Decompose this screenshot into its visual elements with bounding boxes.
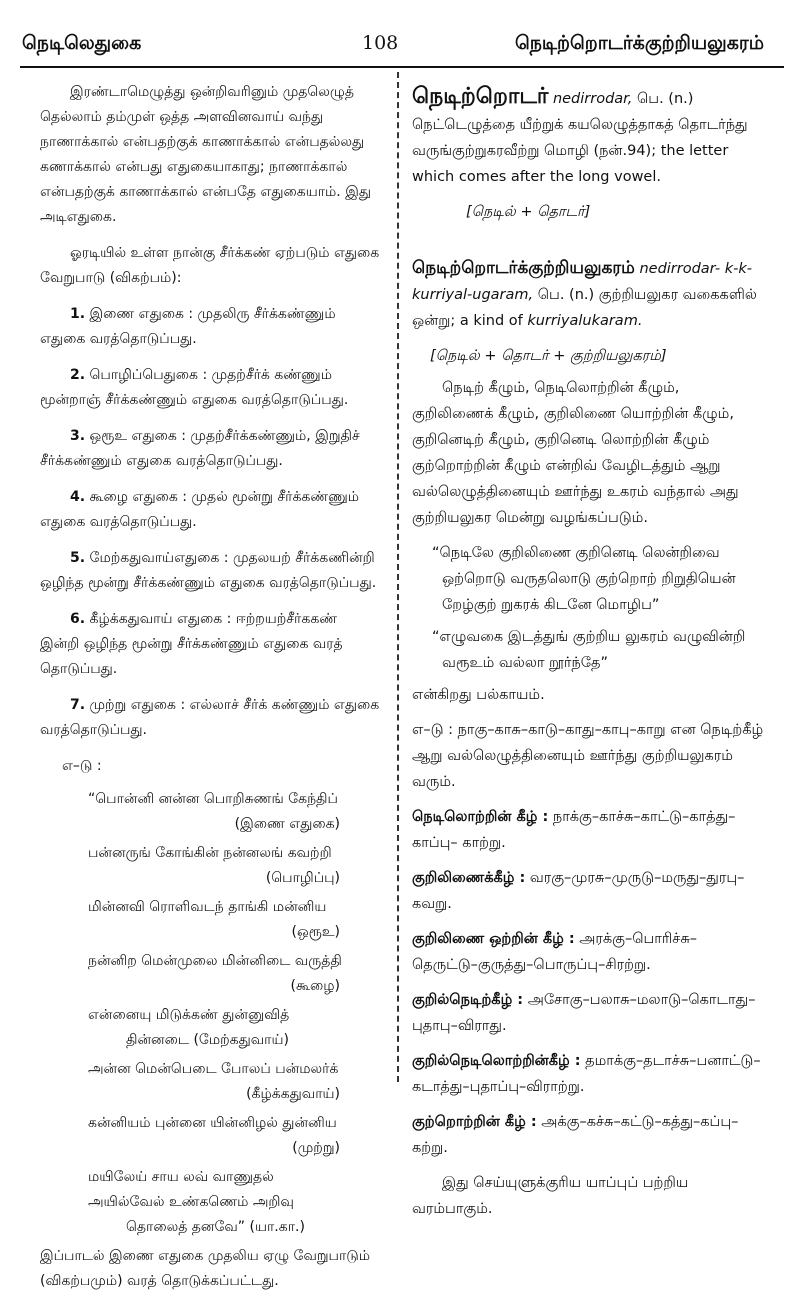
verse-tag: (கீழ்க்கதுவாய்) xyxy=(246,1086,340,1102)
headword: நெடிற்றொடர் xyxy=(412,84,549,109)
verse-block xyxy=(40,787,380,1240)
headword: நெடிற்றொடர்க்குற்றியலுகரம் xyxy=(412,258,635,278)
example-line xyxy=(412,987,764,1039)
transliteration: nedirrodar- k-k-kurriyal-ugaram, xyxy=(412,261,752,303)
quotation: “நெடிலே குறிலிணை குறினெடி லென்றிவை ஒற்றொடு வருதலொடு குற்றொற் றிறுதியென் றேழ்குற் றுகரக் கிடனே மொழிப” xyxy=(432,545,736,613)
list-item xyxy=(40,485,380,535)
explanation-paragraph: நெடிற் கீழும், நெடிலொற்றின் கீழும், குறிலிணைக் கீழும், குறிலிணை யொற்றின் கீழும், குறினெடிற் கீழும், குறினெடி லொற்றின் கீழும் குற்றொற்றின் கீழும் என்றிவ் வேழிடத்தும் ஆறு வல்லெழுத்தினையும் ஊர்ந்து உகரம் வந்தால் அது குற்றியலுகர மென்று வழங்கப்படும். xyxy=(412,380,739,526)
entry-body xyxy=(412,255,764,334)
list-item xyxy=(40,693,380,743)
example-line xyxy=(412,1109,764,1161)
verse-line: கன்னியம் புன்னை யின்னிழல் துன்னிய xyxy=(88,1115,337,1131)
verse-tag: (பொழிப்பு) xyxy=(265,870,340,886)
verse-line: பன்னருங் கோங்கின் நன்னலங் கவற்றி xyxy=(88,845,332,861)
definition-tamil: குற்றியலுகர வகைகளில் ஒன்று; xyxy=(412,287,757,329)
list-item xyxy=(40,424,380,474)
etymology: [நெடில் + தொடர்] xyxy=(466,204,591,220)
verse-line: அன்ன மென்பெடை போலப் பன்மலர்க் xyxy=(88,1061,339,1077)
item-text: இணை எதுகை : முதலிரு சீர்க்கண்ணும் எதுகை வரத்தொடுப்பது. xyxy=(40,306,336,347)
verse-line: என்னையு மிடுக்கண் துன்னுவித் xyxy=(88,1007,290,1023)
header-rule xyxy=(20,66,784,68)
example-line xyxy=(412,804,764,856)
entry-body xyxy=(412,84,764,190)
verse-line: நன்னிற மென்முலை மின்னிடை வருத்தி xyxy=(88,953,342,969)
variation-intro: ஓரடியில் உள்ள நான்கு சீர்க்கண் ஏற்படும் எதுகை வேறுபாடு (விகற்பம்): xyxy=(40,245,380,286)
item-text: பொழிப்பெதுகை : முதற்சீர்க் கண்ணும் மூன்றாஞ் சீர்க்கண்ணும் எதுகை வரத்தொடுப்பது. xyxy=(40,367,349,408)
list-item xyxy=(40,607,380,682)
quotation: “எழுவகை இடத்துங் குற்றிய லுகரம் வழுவின்றி வரூஉம் வல்லா றூர்ந்தே” xyxy=(432,629,746,671)
item-number: 6. xyxy=(70,611,86,627)
definition-term: kurriyalukaram. xyxy=(527,313,643,329)
example-words: அரக்கு–பொரிச்சு– தெருட்டு–குருத்து–பொருப்பு–சிரற்று. xyxy=(412,931,698,973)
item-text: கீழ்க்கதுவாய் எதுகை : ஈற்றயற்சீர்ககண் இன்றி ஒழிந்த மூன்று சீர்க்கண்ணும் எதுகை வரத் தொடுப்பது. xyxy=(40,611,343,677)
item-number: 2. xyxy=(70,367,86,383)
example-term: குறிலிணைக்கீழ் : xyxy=(412,870,526,886)
item-number: 7. xyxy=(70,697,86,713)
verse-tag: (இணை எதுகை) xyxy=(234,816,340,832)
verse-line: மின்னவி ரொளிவடந் தாங்கி மன்னிய xyxy=(88,899,327,915)
example-words: தமாக்கு–தடாச்சு–பனாட்டு– கடாத்து–புதாப்பு–விராற்று. xyxy=(412,1053,761,1095)
example-term: நெடிலொற்றின் கீழ் : xyxy=(412,809,549,825)
example-words: அக்கு–கச்சு–கட்டு–கத்து–கப்பு– கற்று. xyxy=(412,1114,739,1156)
closing-paragraph: இது செய்யுளுக்குரிய யாப்புப் பற்றிய வரம்பாகும். xyxy=(412,1175,689,1217)
example-term: குறில்நெடிலொற்றின்கீழ் : xyxy=(412,1053,581,1069)
verse-tag: (ஒரூஉ) xyxy=(291,924,340,940)
example-term: குறிலிணை ஒற்றின் கீழ் : xyxy=(412,931,575,947)
example-paragraph: எ–டு : நாகு–காசு–காடு–காது–காபு–காறு என நெடிற்கீழ் ஆறு வல்லெழுத்தினையும் ஊர்ந்து குற்றியலுகரம் வரும். xyxy=(412,722,764,790)
example-label: எ–டு : xyxy=(62,758,102,774)
column-divider xyxy=(397,72,399,1082)
item-text: ஒரூஉ எதுகை : முதற்சீர்க்கண்ணும், இறுதிச் சீர்க்கண்ணும் எதுகை வரத்தொடுப்பது. xyxy=(40,428,360,469)
example-line xyxy=(412,865,764,917)
right-column xyxy=(412,84,764,1231)
item-text: மேற்கதுவாய்எதுகை : முதலயற் சீர்க்கணின்றி ஒழிந்த மூன்று சீர்க்கண்ணும் எதுகை வரத்தொடுப்பது. xyxy=(40,550,377,591)
running-head-right: நெடிற்றொடர்க்குற்றியலுகரம் xyxy=(514,32,764,54)
example-term: குறில்நெடிற்கீழ் : xyxy=(412,992,524,1008)
verse-line: அயில்வேல் உண்கணெம் அறிவு xyxy=(88,1194,294,1210)
verse-line: தின்னடை (மேற்கதுவாய்) xyxy=(126,1032,289,1048)
verse-line: தொலைத் தனவே” (யா.கா.) xyxy=(126,1219,305,1235)
closing-paragraph: இப்பாடல் இணை எதுகை முதலிய ஏழு வேறுபாடும் (விகற்பமும்) வரத் தொடுக்கப்பட்டது. xyxy=(40,1248,371,1289)
item-number: 5. xyxy=(70,550,86,566)
item-number: 3. xyxy=(70,428,86,444)
entry-nedirrodar-kurriyalugaram xyxy=(412,255,764,1222)
list-item xyxy=(40,302,380,352)
item-number: 4. xyxy=(70,489,86,505)
page-number: 108 xyxy=(362,32,399,54)
example-term: குற்றொற்றின் கீழ் : xyxy=(412,1114,537,1130)
item-text: கூழை எதுகை : முதல் மூன்று சீர்க்கண்ணும் எதுகை வரத்தொடுப்பது. xyxy=(40,489,360,530)
etymology: [நெடில் + தொடர் + குற்றியலுகரம்] xyxy=(430,348,667,364)
part-of-speech: பெ. (n.) xyxy=(637,91,694,107)
entry-nedirrodar xyxy=(412,84,764,225)
example-words: அசோகு–பலாசு–மலாடு–கொடாது– புதாபு–விராது. xyxy=(412,992,756,1034)
verse-line: “பொன்னி னன்ன பொறிசுணங் கேந்திப் xyxy=(88,791,338,807)
page-header xyxy=(0,0,800,66)
definition-english: a kind of xyxy=(459,313,523,329)
example-line xyxy=(412,926,764,978)
example-words: நாக்கு–காச்சு–காட்டு–காத்து–காப்பு– காற்று. xyxy=(412,809,736,851)
list-item xyxy=(40,363,380,413)
example-line xyxy=(412,1048,764,1100)
definition: நெட்டெழுத்தை யீற்றுக் கயலெழுத்தாகத் தொடர்ந்து வருங்குற்றுகரவீற்று மொழி (நன்.94); the letter which comes after the long vowel. xyxy=(412,117,748,185)
transliteration: nedirrodar, xyxy=(552,91,633,107)
list-item xyxy=(40,546,380,596)
running-head-left: நெடிலெதுகை xyxy=(22,32,142,54)
source-note: என்கிறது பல்காயம். xyxy=(412,687,545,703)
verse-line: மயிலேய் சாய லவ் வாணுதல் xyxy=(88,1169,274,1185)
left-column xyxy=(40,80,380,1305)
example-words: வரகு–முரசு–முருடு–மருது–துரபு– கவறு. xyxy=(412,870,745,912)
item-number: 1. xyxy=(70,306,86,322)
verse-tag: (கூழை) xyxy=(290,978,340,994)
item-text: முற்று எதுகை : எல்லாச் சீர்க் கண்ணும் எதுகை வரத்தொடுப்பது. xyxy=(40,697,380,738)
intro-paragraph: இரண்டாமெழுத்து ஒன்றிவரினும் முதலெழுத் தெல்லாம் தம்முள் ஒத்த அளவினவாய் வந்து நாணாக்கால் என்பதற்குக் காணாக்கால் என்பதல்லது கணாக்கால் என்பது எதுகையாகாது; நாணாக்கால் என்பதற்குக் காணாக்கால் என்பதே எதுகையாம். இது அடிஎதுகை. xyxy=(40,84,371,225)
part-of-speech: பெ. (n.) xyxy=(537,287,595,303)
verse-tag: (முற்று) xyxy=(292,1140,340,1156)
